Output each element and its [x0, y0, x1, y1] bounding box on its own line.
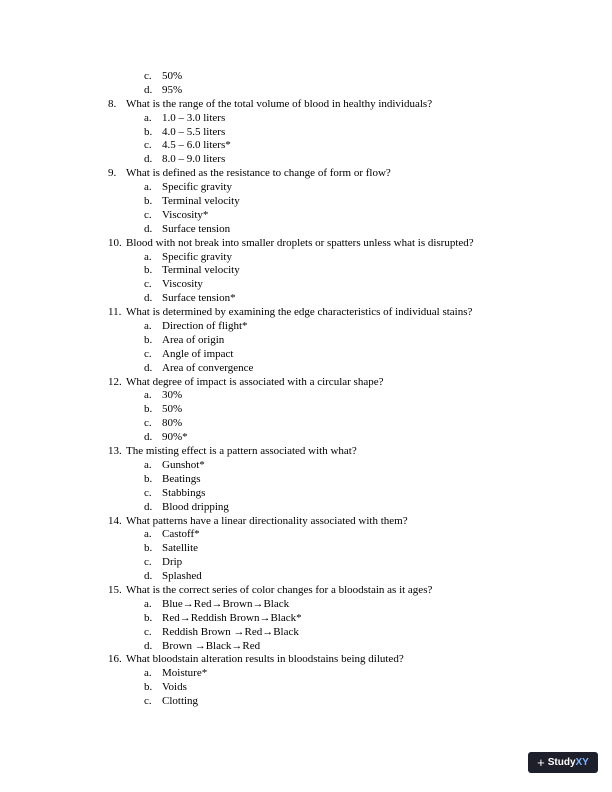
answer-option: [0, 320, 612, 334]
option-letter: b.: [144, 264, 153, 277]
option-letter: b.: [144, 542, 153, 555]
answer-option: [0, 362, 612, 376]
option-text: Brown →Black→Red: [162, 639, 261, 652]
option-text: Blue→Red→Brown→Black: [162, 597, 290, 610]
option-letter: c.: [144, 695, 152, 708]
question-number: 13.: [108, 445, 122, 458]
option-text: Area of convergence: [162, 361, 254, 374]
answer-option: [0, 348, 612, 362]
brand-main: Study: [547, 757, 576, 768]
option-text: Drip: [162, 556, 183, 569]
option-letter: c.: [144, 208, 152, 221]
answer-option: [0, 278, 612, 292]
option-letter: a.: [144, 111, 152, 124]
answer-option: [0, 251, 612, 265]
answer-option: [0, 667, 612, 681]
option-text: 80%: [162, 417, 183, 430]
option-letter: c.: [144, 70, 152, 82]
answer-option: [0, 570, 612, 584]
option-letter: c.: [144, 556, 152, 569]
question-text: What bloodstain alteration results in bloodstains being diluted?: [126, 653, 404, 666]
option-letter: b.: [144, 681, 153, 694]
option-text: Reddish Brown →Red→Black: [162, 625, 299, 638]
option-text: Specific gravity: [162, 181, 232, 194]
question-number: 8.: [108, 97, 117, 110]
answer-option: [0, 181, 612, 195]
option-letter: d.: [144, 639, 153, 652]
question: [0, 376, 612, 390]
option-text: Red→Reddish Brown→Black*: [162, 611, 302, 624]
option-text: Viscosity: [162, 278, 203, 291]
option-letter: d.: [144, 570, 153, 583]
option-text: 50%: [162, 70, 183, 82]
question: [0, 237, 612, 251]
question: [0, 653, 612, 667]
question-list: [0, 70, 612, 709]
answer-option: [0, 126, 612, 140]
answer-option: [0, 417, 612, 431]
option-letter: c.: [144, 486, 152, 499]
answer-option: [0, 223, 612, 237]
option-text: Blood dripping: [162, 500, 229, 513]
answer-option: [0, 542, 612, 556]
option-text: Surface tension*: [162, 292, 236, 305]
option-letter: d.: [144, 83, 153, 96]
question: [0, 445, 612, 459]
question: [0, 515, 612, 529]
answer-option: [0, 264, 612, 278]
question-number: 10.: [108, 236, 122, 249]
option-text: Angle of impact: [162, 347, 234, 360]
question-text: Blood with not break into smaller droplets or spatters unless what is disrupted?: [126, 236, 474, 249]
answer-option: [0, 626, 612, 640]
question: [0, 98, 612, 112]
option-text: 95%: [162, 83, 183, 96]
option-text: Clotting: [162, 695, 199, 708]
option-text: Terminal velocity: [162, 195, 240, 208]
question-number: 12.: [108, 375, 122, 388]
option-text: 90%*: [162, 431, 188, 444]
question-text: The misting effect is a pattern associated with what?: [126, 445, 357, 458]
option-text: 1.0 – 3.0 liters: [162, 111, 226, 124]
answer-option: [0, 612, 612, 626]
question-number: 15.: [108, 583, 122, 596]
option-text: 4.5 – 6.0 liters*: [162, 139, 231, 152]
answer-option: [0, 195, 612, 209]
studyxy-badge[interactable]: [528, 752, 598, 773]
question: [0, 306, 612, 320]
option-text: Beatings: [162, 472, 201, 485]
answer-option: [0, 556, 612, 570]
option-text: Surface tension: [162, 222, 231, 235]
question-number: 9.: [108, 167, 117, 180]
option-text: 50%: [162, 403, 183, 416]
answer-option: [0, 139, 612, 153]
answer-option: [0, 528, 612, 542]
option-letter: b.: [144, 403, 153, 416]
question-text: What patterns have a linear directionality associated with them?: [126, 514, 408, 527]
option-text: Stabbings: [162, 486, 206, 499]
answer-option: [0, 681, 612, 695]
option-letter: a.: [144, 250, 152, 263]
option-letter: c.: [144, 417, 152, 430]
option-text: Area of origin: [162, 333, 225, 346]
option-letter: c.: [144, 625, 152, 638]
option-text: Viscosity*: [162, 208, 209, 221]
answer-option: [0, 334, 612, 348]
answer-option: [0, 431, 612, 445]
option-letter: d.: [144, 153, 153, 166]
answer-option: [0, 84, 612, 98]
option-letter: c.: [144, 278, 152, 291]
option-text: Terminal velocity: [162, 264, 240, 277]
answer-option: [0, 70, 612, 84]
option-letter: a.: [144, 528, 152, 541]
answer-option: [0, 403, 612, 417]
option-letter: c.: [144, 347, 152, 360]
option-letter: b.: [144, 333, 153, 346]
question-text: What is determined by examining the edge characteristics of individual stains?: [126, 306, 473, 319]
plus-icon: +: [537, 755, 545, 770]
option-text: Splashed: [162, 570, 202, 583]
answer-option: [0, 695, 612, 709]
answer-option: [0, 459, 612, 473]
option-text: Direction of flight*: [162, 320, 248, 333]
option-letter: a.: [144, 181, 152, 194]
answer-option: [0, 473, 612, 487]
question-number: 16.: [108, 653, 122, 666]
question-text: What is the range of the total volume of blood in healthy individuals?: [126, 97, 433, 110]
option-text: Moisture*: [162, 667, 208, 680]
answer-option: [0, 640, 612, 654]
option-letter: b.: [144, 611, 153, 624]
option-letter: d.: [144, 431, 153, 444]
option-letter: d.: [144, 500, 153, 513]
question: [0, 167, 612, 181]
option-text: 30%: [162, 389, 183, 402]
option-letter: a.: [144, 389, 152, 402]
option-text: 8.0 – 9.0 liters: [162, 153, 226, 166]
answer-option: [0, 501, 612, 515]
option-text: Voids: [162, 681, 187, 694]
option-letter: a.: [144, 320, 152, 333]
option-letter: d.: [144, 361, 153, 374]
option-text: Satellite: [162, 542, 199, 555]
answer-option: [0, 598, 612, 612]
answer-option: [0, 292, 612, 306]
option-text: Specific gravity: [162, 250, 232, 263]
option-letter: a.: [144, 667, 152, 680]
option-letter: d.: [144, 222, 153, 235]
option-letter: a.: [144, 458, 152, 471]
answer-option: [0, 153, 612, 167]
option-letter: b.: [144, 195, 153, 208]
option-letter: a.: [144, 597, 152, 610]
brand-accent: XY: [575, 757, 589, 768]
option-letter: b.: [144, 125, 153, 138]
option-text: Castoff*: [162, 528, 200, 541]
question: [0, 584, 612, 598]
option-letter: d.: [144, 292, 153, 305]
option-text: Gunshot*: [162, 458, 205, 471]
option-letter: b.: [144, 472, 153, 485]
question-text: What is defined as the resistance to change of form or flow?: [126, 167, 391, 180]
answer-option: [0, 487, 612, 501]
answer-option: [0, 112, 612, 126]
option-text: 4.0 – 5.5 liters: [162, 125, 226, 138]
question-number: 14.: [108, 514, 122, 527]
option-letter: c.: [144, 139, 152, 152]
answer-option: [0, 389, 612, 403]
question-text: What is the correct series of color changes for a bloodstain as it ages?: [126, 583, 433, 596]
question-text: What degree of impact is associated with a circular shape?: [126, 375, 384, 388]
question-number: 11.: [108, 306, 122, 319]
answer-option: [0, 209, 612, 223]
